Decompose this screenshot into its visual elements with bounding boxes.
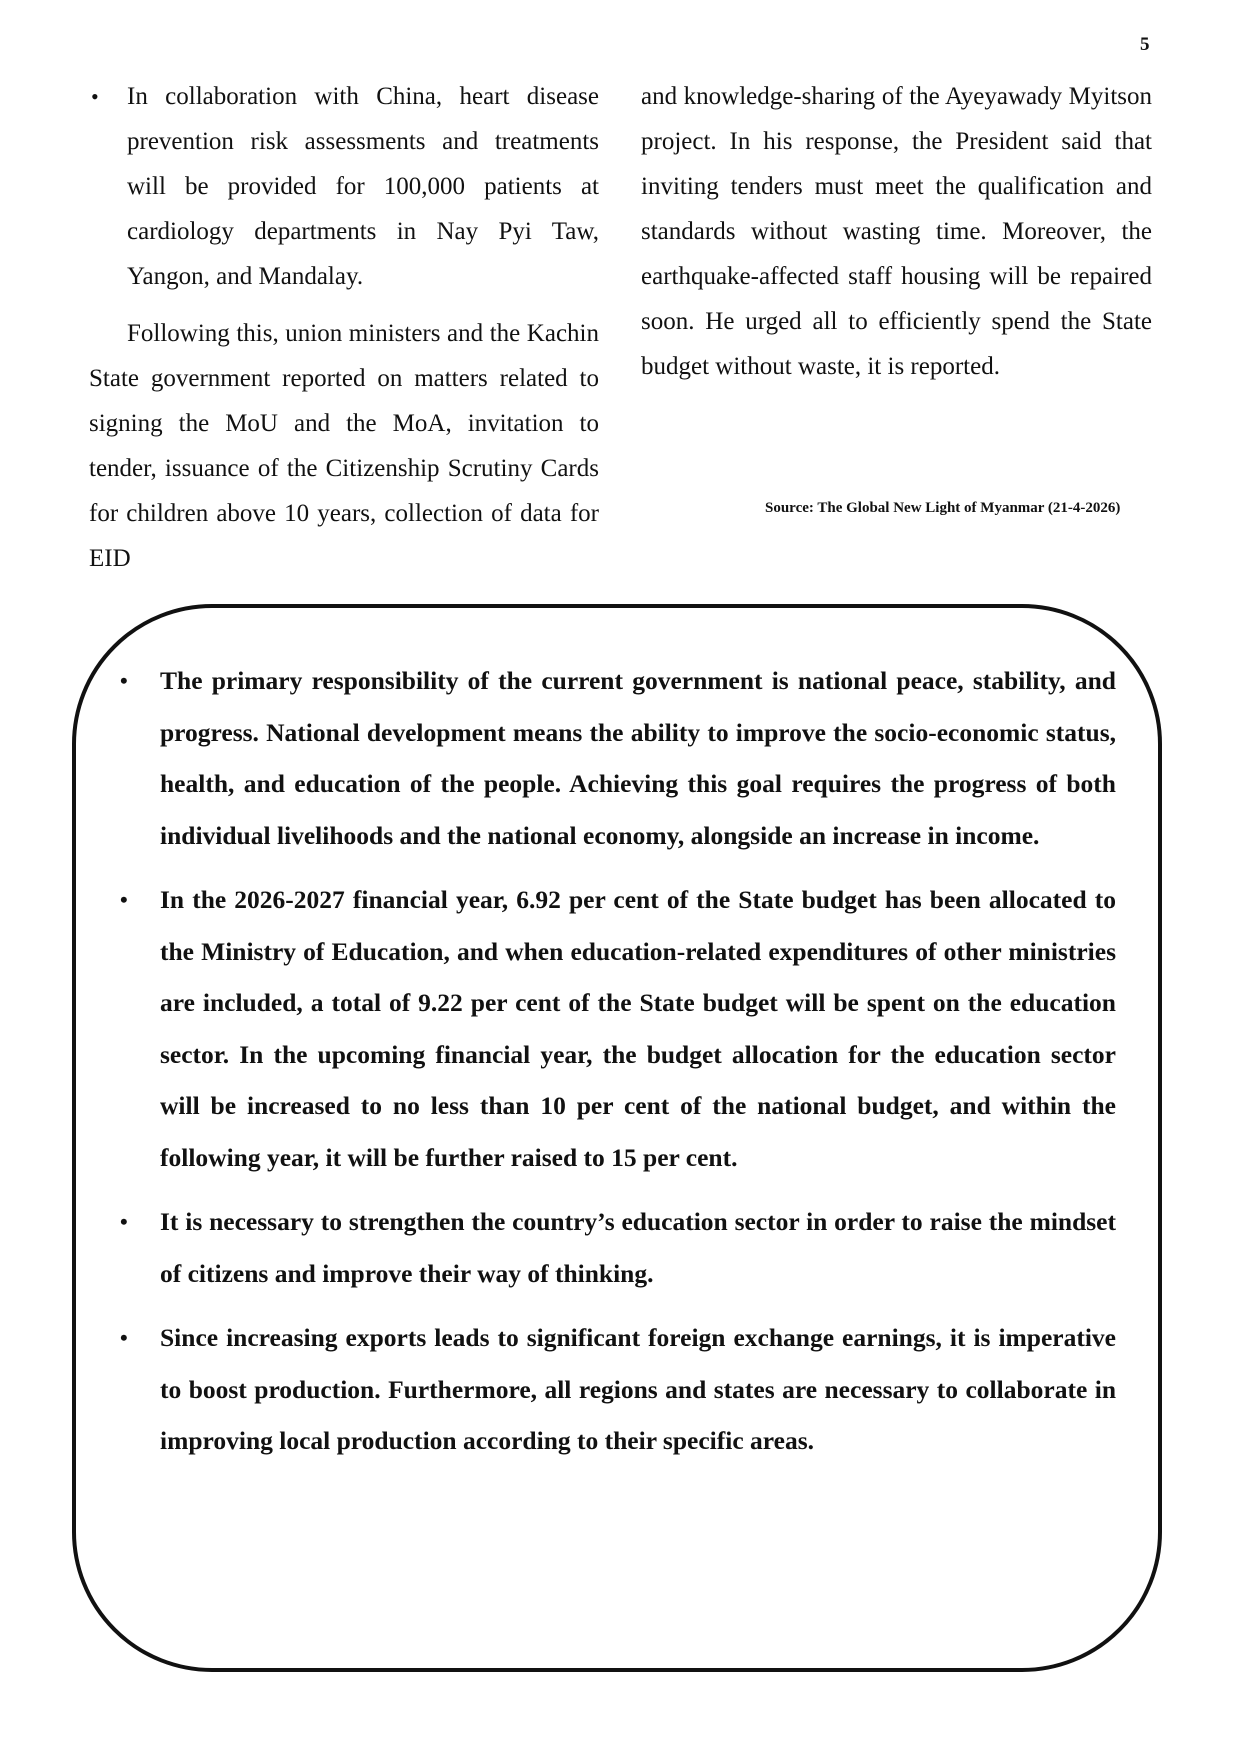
bullet-icon: • <box>120 1209 128 1234</box>
highlight-item <box>116 1196 1116 1299</box>
highlight-item <box>116 1312 1116 1467</box>
page-number: 5 <box>1140 34 1150 55</box>
body-paragraph-continued: and knowledge-sharing of the Ayeyawady Myitson project. In his response, the President said that inviting tenders must meet the qualification and standards without wasting time. Moreover, the earthquake-affected staff housing will be repaired soon. He urged all to efficiently spend the State budget without waste, it is reported. <box>641 83 1152 380</box>
bullet-icon: • <box>120 1325 128 1350</box>
highlight-list <box>116 655 1116 1480</box>
source-citation: Source: The Global New Light of Myanmar (21-4-2026) <box>765 500 1121 516</box>
highlight-text: It is necessary to strengthen the country’s education sector in order to raise the mindset of citizens and improve their way of thinking. <box>160 1207 1116 1288</box>
highlight-item <box>116 874 1116 1183</box>
right-column <box>641 74 1152 389</box>
highlight-text: The primary responsibility of the current government is national peace, stability, and progress. National development means the ability to improve the socio-economic status, health, and education of the people. Achieving this goal requires the progress of both individual livelihoods and the national economy, alongside an increase in income. <box>160 666 1116 850</box>
bullet-icon: • <box>120 887 128 912</box>
highlight-item <box>116 655 1116 861</box>
bullet-item-cardiology <box>89 74 599 299</box>
left-column <box>89 74 599 581</box>
body-paragraph: Following this, union ministers and the Kachin State government reported on matters related to signing the MoU and the MoA, invitation to tender, issuance of the Citizenship Scrutiny Cards for children above 10 years, collection of data for EID <box>89 320 599 572</box>
highlight-text: Since increasing exports leads to significant foreign exchange earnings, it is imperative to boost production. Furthermore, all regions and states are necessary to collaborate in improving local production according to their specific areas. <box>160 1323 1116 1455</box>
bullet-icon: • <box>91 84 99 109</box>
bullet-icon: • <box>120 668 128 693</box>
bullet-text: In collaboration with China, heart disease prevention risk assessments and treatments will be provided for 100,000 patients at cardiology departments in Nay Pyi Taw, Yangon, and Mandalay. <box>127 83 599 290</box>
highlight-text: In the 2026-2027 financial year, 6.92 per cent of the State budget has been allocated to the Ministry of Education, and when education-related expenditures of other ministries are included, a total of 9.22 per cent of the State budget will be spent on the education sector. In the upcoming financial year, the budget allocation for the education sector will be increased to no less than 10 per cent of the national budget, and within the following year, it will be further raised to 15 per cent. <box>160 885 1116 1172</box>
